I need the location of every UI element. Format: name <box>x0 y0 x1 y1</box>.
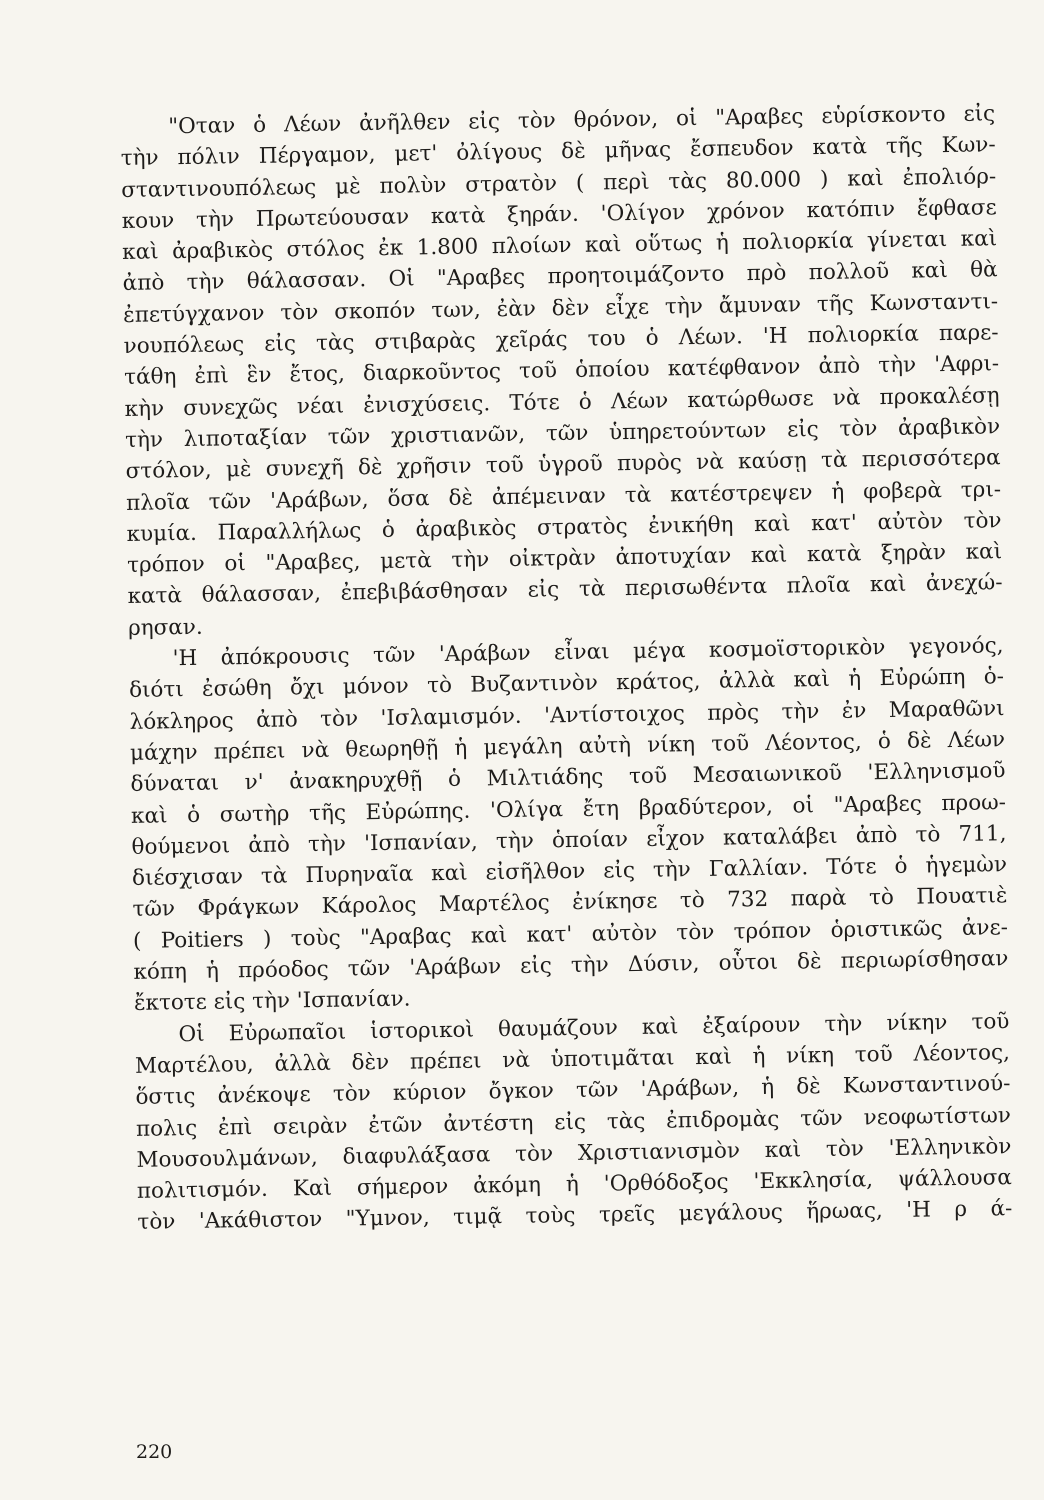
text-line: κατὰ θάλασσαν, ἐπεβιβάσθησαν εἰς τὰ περισωθέντα πλοῖα καὶ ἀνεχώ- <box>127 570 1003 610</box>
text-line: καὶ ἀραβικὸς στόλος ἐκ 1.800 πλοίων καὶ οὕτως ἡ πολιορκία γίνεται καὶ <box>122 226 998 266</box>
text-line: τάθη ἐπὶ ἓν ἔτος, διαρκοῦντος τοῦ ὁποίου κατέφθανον ἀπὸ τὴν 'Αφρι- <box>123 351 1000 391</box>
body-text <box>120 98 1013 1238</box>
text-line: πολιτισμόν. Καὶ σήμερον ἀκόμη ἡ 'Ορθόδοξος 'Εκκλησία, ψάλλουσα <box>136 1165 1013 1204</box>
text-line: στόλον, μὲ συνεχῆ δὲ χρῆσιν τοῦ ὑγροῦ πυρὸς νὰ καύσῃ τὰ περισσότερα <box>125 445 1001 485</box>
text-line: θούμενοι ἀπὸ τὴν 'Ισπανίαν, τὴν ὁποίαν εἶχον καταλάβει ἀπὸ τὸ 711, <box>131 820 1007 860</box>
text-line: ρησαν. <box>127 614 203 641</box>
text-line: ἀπὸ τὴν θάλασσαν. Οἱ "Αραβες προητοιμάζοντο πρὸ πολλοῦ καὶ θὰ <box>122 257 998 297</box>
page-number: 220 <box>136 1441 173 1463</box>
text-line: τῶν Φράγκων Κάρολος Μαρτέλος ἐνίκησε τὸ 732 παρὰ τὸ Πουατιὲ <box>132 883 1008 923</box>
text-line: ( Poitiers ) τοὺς "Αραβας καὶ κατ' αὐτὸν τὸν τρόπον ὁριστικῶς ἀνε- <box>132 914 1009 954</box>
text-line: μάχην πρέπει νὰ θεωρηθῇ ἡ μεγάλη αὐτὴ νίκη τοῦ Λέοντος, ὁ δὲ Λέων <box>129 727 1006 766</box>
text-line: διότι ἐσώθη ὄχι μόνον τὸ Βυζαντινὸν κράτος, ἀλλὰ καὶ ἡ Εὐρώπη ὁ- <box>128 664 1005 704</box>
text-line: τὸν 'Ακάθιστον "Υμνον, τιμᾷ τοὺς τρεῖς μεγάλους ἥρωας, 'Η ρ ά- <box>137 1196 1013 1236</box>
text-line: σταντινουπόλεως μὲ πολὺν στρατὸν ( περὶ τὰς 80.000 ) καὶ ἐπολιόρ- <box>121 163 997 203</box>
text-line: Μουσουλμάνων, διαφυλάξασα τὸν Χριστιανισμὸν καὶ τὸν 'Ελληνικὸν <box>136 1133 1012 1173</box>
text-line: διέσχισαν τὰ Πυρηναῖα καὶ εἰσῆλθον εἰς τὴν Γαλλίαν. Τότε ὁ ἡγεμὼν <box>131 852 1008 892</box>
text-line: δύναται ν' ἀνακηρυχθῇ ὁ Μιλτιάδης τοῦ Μεσαιωνικοῦ 'Ελληνισμοῦ <box>130 758 1006 798</box>
text-line: κὴν συνεχῶς νέαι ἐνισχύσεις. Τότε ὁ Λέων κατώρθωσε νὰ προκαλέσῃ <box>124 382 1000 422</box>
text-line: ἔκτοτε εἰς τὴν 'Ισπανίαν. <box>133 986 411 1017</box>
text-line: πολις ἐπὶ σειρὰν ἐτῶν ἀντέστη εἰς τὰς ἐπιδρομὰς τῶν νεοφωτίστων <box>135 1102 1012 1142</box>
text-line: λόκληρος ἀπὸ τὸν 'Ισλαμισμόν. 'Αντίστοιχος πρὸς τὴν ἐν Μαραθῶνι <box>129 695 1005 735</box>
text-line: Οἱ Εὐρωπαῖοι ἱστορικοὶ θαυμάζουν καὶ ἐξαίρουν τὴν νίκην τοῦ <box>178 1008 1010 1047</box>
text-line: τρόπον οἱ "Αραβες, μετὰ τὴν οἰκτρὰν ἀποτυχίαν καὶ κατὰ ξηρὰν καὶ <box>126 539 1003 579</box>
text-line: τὴν λιποταξίαν τῶν χριστιανῶν, τῶν ὑπηρετούντων εἰς τὸν ἀραβικὸν <box>124 414 1001 453</box>
text-line: κουν τὴν Πρωτεύουσαν κατὰ ξηράν. 'Ολίγον χρόνον κατόπιν ἔφθασε <box>121 195 997 234</box>
text-line: ἐπετύγχανον τὸν σκοπόν των, ἐὰν δὲν εἶχε τὴν ἄμυναν τῆς Κωνσταντι- <box>122 289 999 328</box>
text-line: πλοῖα τῶν 'Αράβων, ὅσα δὲ ἀπέμειναν τὰ κατέστρεψεν ἡ φοβερὰ τρι- <box>125 476 1002 516</box>
text-line: "Οταν ὁ Λέων ἀνῆλθεν εἰς τὸν θρόνον, οἱ "Αραβες εὑρίσκοντο εἰς <box>168 101 996 140</box>
text-line: καὶ ὁ σωτὴρ τῆς Εὐρώπης. 'Ολίγα ἔτη βραδύτερον, οἱ "Αραβες προω- <box>130 789 1007 829</box>
text-line: τὴν πόλιν Πέργαμον, μετ' ὀλίγους δὲ μῆνας ἔσπευδον κατὰ τῆς Κων- <box>120 132 996 172</box>
text-line: 'Η ἀπόκρουσις τῶν 'Αράβων εἶναι μέγα κοσμοϊστορικὸν γεγονός, <box>172 633 1004 672</box>
text-line: Μαρτέλου, ἀλλὰ δὲν πρέπει νὰ ὑποτιμᾶται καὶ ἡ νίκη τοῦ Λέοντος, <box>134 1040 1011 1079</box>
text-line: κυμία. Παραλλήλως ὁ ἀραβικὸς στρατὸς ἐνικήθη καὶ κατ' αὐτὸν τὸν <box>126 508 1002 547</box>
text-line: κόπη ἡ πρόοδος τῶν 'Αράβων εἰς τὴν Δύσιν, οὗτοι δὲ περιωρίσθησαν <box>133 946 1009 985</box>
text-line: ὅστις ἀνέκοψε τὸν κύριον ὄγκον τῶν 'Αράβων, ἡ δὲ Κωνσταντινού- <box>135 1071 1011 1111</box>
text-line: νουπόλεως εἰς τὰς στιβαρὰς χεῖράς του ὁ Λέων. 'Η πολιορκία παρε- <box>123 320 999 360</box>
